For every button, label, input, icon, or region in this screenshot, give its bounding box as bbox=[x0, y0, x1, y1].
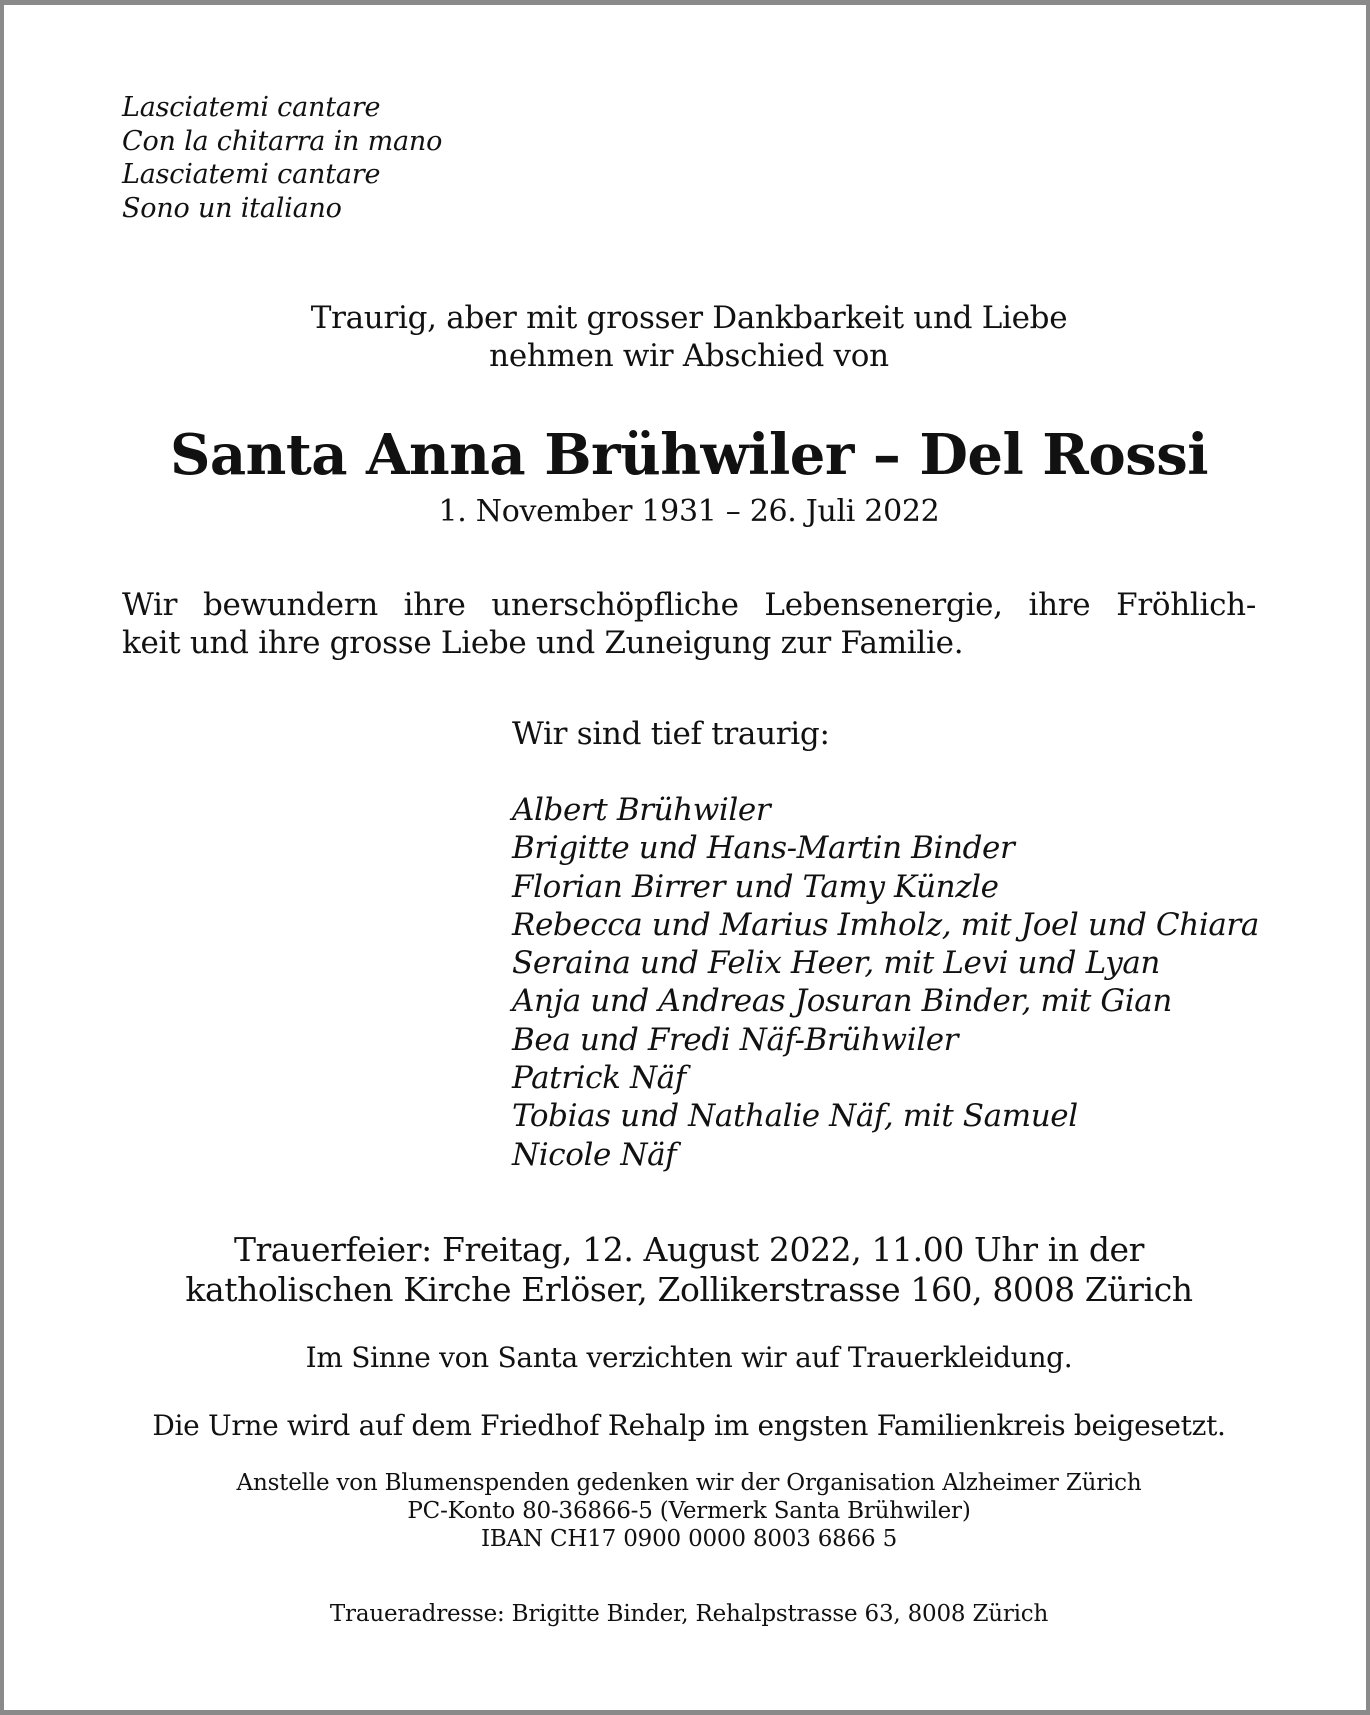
donation-info bbox=[4, 1469, 1370, 1553]
funeral-service-info bbox=[4, 1230, 1370, 1310]
donation-line: Anstelle von Blumenspenden gedenken wir der Organisation Alzheimer Zürich bbox=[236, 1470, 1142, 1496]
clothing-note: Im Sinne von Santa verzichten wir auf Trauerkleidung. bbox=[305, 1341, 1073, 1374]
donation-iban: IBAN CH17 0900 0000 8003 6866 5 bbox=[480, 1526, 898, 1552]
mourner-name: Albert Brühwiler bbox=[512, 792, 771, 828]
mourner-name: Rebecca und Marius Imholz, mit Joel und Chiara bbox=[512, 906, 1259, 943]
mourner-name: Tobias und Nathalie Näf, mit Samuel bbox=[512, 1098, 1078, 1135]
mourner-name: Anja und Andreas Josuran Binder, mit Gian bbox=[512, 983, 1172, 1020]
intro-line: Traurig, aber mit grosser Dankbarkeit und Liebe bbox=[310, 300, 1068, 336]
mourner-name: Nicole Näf bbox=[512, 1136, 677, 1173]
donation-account: PC-Konto 80-36866-5 (Vermerk Santa Brühwiler) bbox=[407, 1498, 971, 1524]
mourners-heading: Wir sind tief traurig: bbox=[512, 716, 830, 752]
tribute-paragraph bbox=[122, 586, 1256, 662]
ceremony-line: katholischen Kirche Erlöser, Zollikerstrasse 160, 8008 Zürich bbox=[185, 1270, 1193, 1309]
mourner-name: Patrick Näf bbox=[512, 1060, 686, 1097]
mourner-name: Florian Birrer und Tamy Künzle bbox=[512, 868, 999, 905]
poem-line: Lasciatemi cantare bbox=[122, 92, 381, 123]
poem bbox=[122, 91, 442, 225]
mourning-address: Traueradresse: Brigitte Binder, Rehalpstrasse 63, 8008 Zürich bbox=[329, 1601, 1049, 1627]
ceremony-line: Trauerfeier: Freitag, 12. August 2022, 11.00 Uhr in der bbox=[233, 1230, 1145, 1269]
poem-line: Con la chitarra in mano bbox=[122, 125, 443, 157]
urn-note: Die Urne wird auf dem Friedhof Rehalp im engsten Familienkreis beigesetzt. bbox=[152, 1409, 1226, 1442]
poem-line: Lasciatemi cantare bbox=[122, 159, 381, 190]
poem-line: Sono un italiano bbox=[122, 192, 342, 224]
tribute-line: keit und ihre grosse Liebe und Zuneigung zur Familie. bbox=[122, 625, 964, 661]
deceased-name: Santa Anna Brühwiler – Del Rossi bbox=[169, 422, 1209, 488]
mourner-name: Bea und Fredi Näf-Brühwiler bbox=[512, 1021, 959, 1058]
mourners-list bbox=[512, 791, 1259, 1174]
life-dates: 1. November 1931 – 26. Juli 2022 bbox=[438, 494, 940, 529]
tribute-line: Wir bewundern ihre unerschöpfliche Lebensenergie, ihre Fröhlich- bbox=[122, 587, 1256, 623]
intro-line: nehmen wir Abschied von bbox=[489, 338, 889, 374]
mourner-name: Seraina und Felix Heer, mit Levi und Lyan bbox=[512, 945, 1160, 982]
mourner-name: Brigitte und Hans-Martin Binder bbox=[512, 830, 1015, 867]
intro-text bbox=[4, 299, 1370, 375]
